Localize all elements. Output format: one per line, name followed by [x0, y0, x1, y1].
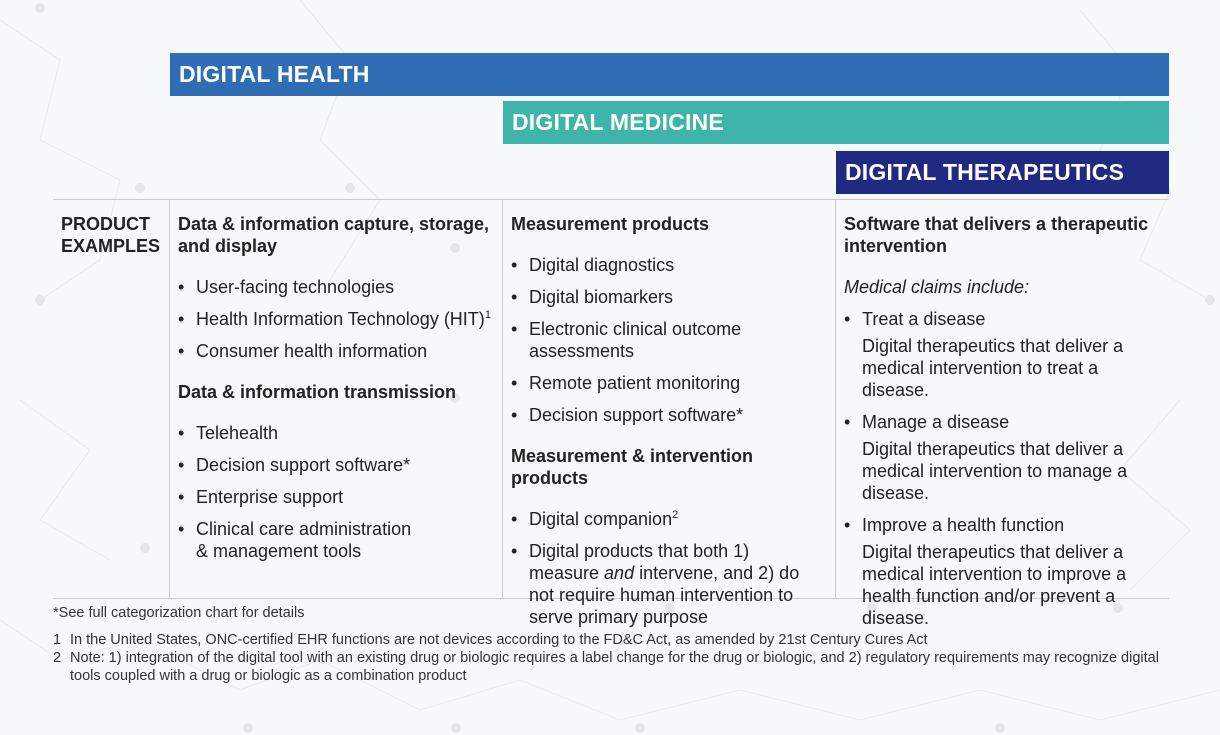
col1-heading-transmission: Data & information transmission: [178, 382, 457, 402]
list-item: • Improve a health function Digital therapeutics that deliver a medical intervention to improve a health function and/or prevent a disease.: [844, 515, 1127, 628]
col3-heading: Software that delivers a therapeutic intervention: [844, 214, 1149, 256]
col1-heading-capture: Data & information capture, storage, and display: [178, 214, 490, 256]
col1-list-transmission: [178, 422, 496, 562]
bullet-icon: •: [178, 423, 185, 443]
list-item: • Enterprise support: [178, 487, 344, 507]
list-item: • Consumer health information: [178, 341, 428, 361]
table-top-divider: [53, 199, 1169, 200]
footnote-1: 1 In the United States, ONC-certified EHR functions are not devices according to the FD&C Act, as amended by 21st Century Cures Act: [53, 632, 928, 648]
list-item: • Decision support software*: [511, 405, 744, 425]
list-item: • Health Information Technology (HIT)$^1$: [178, 309, 491, 329]
bullet-icon: •: [178, 519, 185, 539]
bullet-icon: •: [511, 255, 518, 275]
digital-therapeutics-banner: DIGITAL THERAPEUTICS: [836, 151, 1169, 194]
list-item: • Remote patient monitoring: [511, 373, 741, 393]
list-item: • Manage a disease Digital therapeutics that deliver a medical intervention to manage a disease.: [844, 412, 1128, 503]
col2-list-measurement: [511, 254, 829, 426]
digital-medicine-banner: DIGITAL MEDICINE: [503, 101, 1169, 144]
bullet-icon: •: [844, 309, 851, 329]
product-examples-label: [61, 213, 161, 257]
bullet-icon: •: [178, 455, 185, 475]
list-item: • Digital diagnostics: [511, 255, 675, 275]
digital-health-column: [178, 213, 496, 562]
row-label-line2: EXAMPLES: [61, 236, 161, 256]
row-label-line1: PRODUCT: [61, 214, 150, 234]
col3-claims-list: [844, 308, 1162, 629]
footnotes: [53, 631, 1173, 685]
bullet-icon: •: [178, 341, 185, 361]
col1-list-capture: [178, 276, 496, 362]
bullet-icon: •: [511, 287, 518, 307]
list-item: • Digital companion$^2$: [511, 509, 679, 529]
list-item: • Telehealth: [178, 423, 279, 443]
bullet-icon: •: [178, 487, 185, 507]
bullet-icon: •: [844, 515, 851, 535]
medical-claims-label: Medical claims include:: [844, 277, 1030, 297]
bullet-icon: •: [178, 309, 185, 329]
column-divider-2: [502, 200, 503, 599]
list-item: • Digital biomarkers: [511, 287, 674, 307]
footnote-2: 2 Note: 1) integration of the digital tool with an existing drug or biologic requires a label change for the drug or biologic, and 2) regulatory requirements may recognize digital tools coupled with a drug or biologic as a combination product: [53, 650, 1159, 684]
list-item: • Digital products that both 1) measure and intervene, and 2) do not require human intervention to serve primary purpose: [511, 541, 800, 627]
col2-heading-intervention: Measurement & intervention products: [511, 446, 754, 488]
bullet-icon: •: [844, 412, 851, 432]
bullet-icon: •: [511, 373, 518, 393]
list-item: • Clinical care administration & management tools: [178, 519, 412, 561]
bullet-icon: •: [511, 319, 518, 339]
footnote-ref-2: 2: [672, 509, 679, 521]
column-divider-3: [835, 200, 836, 599]
bullet-icon: •: [511, 509, 518, 529]
list-item: • Decision support software*: [178, 455, 411, 475]
col2-heading-measurement: Measurement products: [511, 214, 710, 234]
list-item: • Electronic clinical outcome assessments: [511, 319, 742, 361]
list-item: • Treat a disease Digital therapeutics that deliver a medical intervention to treat a disease.: [844, 309, 1124, 400]
bullet-icon: •: [511, 541, 518, 561]
bullet-icon: •: [511, 405, 518, 425]
column-divider-1: [169, 200, 170, 599]
list-item: • User-facing technologies: [178, 277, 395, 297]
footnote-ref-1: 1: [484, 309, 491, 321]
digital-health-banner: DIGITAL HEALTH: [170, 53, 1169, 96]
digital-medicine-column: [511, 213, 829, 628]
see-chart-note: *See full categorization chart for details: [53, 605, 305, 621]
bullet-icon: •: [178, 277, 185, 297]
digital-therapeutics-column: [844, 213, 1162, 629]
